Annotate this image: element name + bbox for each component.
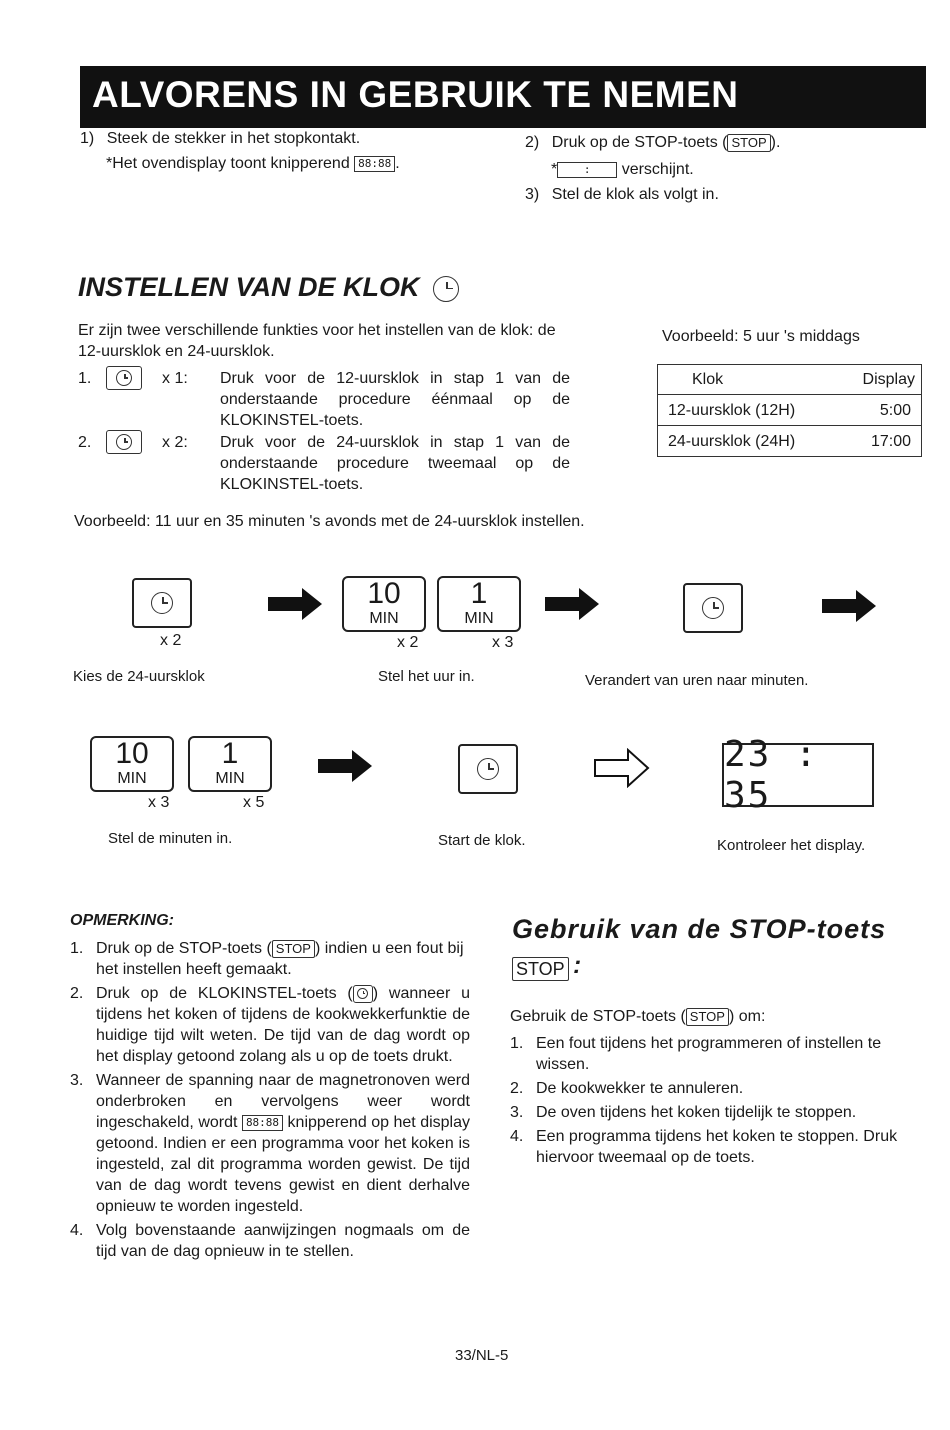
- stop-key: STOP: [686, 1008, 729, 1026]
- example-24h: Voorbeeld: 11 uur en 35 minuten 's avonds met de 24-uursklok instellen.: [74, 513, 585, 530]
- table-cell: 17:00: [870, 432, 911, 450]
- clock-key: [106, 366, 142, 390]
- key-label: MIN: [369, 610, 399, 627]
- step-caption: Kontroleer het display.: [717, 837, 866, 854]
- step-number: 3): [525, 186, 540, 203]
- item-text: Druk op de KLOKINSTEL-toets (: [96, 985, 353, 1002]
- ten-min-key: [342, 576, 426, 632]
- table-row: [658, 426, 922, 457]
- key-label: MIN: [215, 770, 245, 787]
- key-number: 1: [470, 577, 488, 610]
- time-display: [722, 734, 874, 816]
- item-text: Druk op de STOP-toets (: [96, 940, 272, 957]
- item-number: 1.: [510, 1035, 524, 1052]
- item-number: 2.: [510, 1080, 524, 1097]
- section-banner: [80, 66, 926, 128]
- item-number: 4.: [70, 1222, 84, 1239]
- list-item: [70, 1220, 470, 1262]
- ten-min-key: [90, 736, 174, 792]
- item-text: De kookwekker te annuleren.: [536, 1080, 744, 1097]
- step-text: Stel de klok als volgt in.: [551, 186, 719, 203]
- clock-section-title: [78, 272, 459, 303]
- clock-title-text: INSTELLEN VAN DE KLOK: [78, 272, 420, 302]
- item-number: 3.: [510, 1104, 524, 1121]
- intro-text: ) om:: [728, 1008, 766, 1025]
- step-text: Steek de stekker in het stopkontakt.: [106, 130, 361, 147]
- press-count: x 1:: [162, 370, 188, 387]
- clock-key: [353, 985, 373, 1003]
- clock-icon: [477, 758, 499, 780]
- item-text: knipperend op het display getoond. Indien er een programma voor het koken is ingesteld, zal dit programma worden gewist. De tijd van de dag wordt tevens gewist en dient derhalve opnieuw te worden ingesteld.: [96, 1114, 470, 1215]
- item-number: 2.: [78, 434, 92, 451]
- item-text: Volg bovenstaande aanwijzingen nogmaals om de tijd van de dag opnieuw in te stellen.: [96, 1222, 470, 1260]
- note-title: OPMERKING:: [70, 912, 174, 929]
- clock-item: [78, 366, 573, 430]
- clock-items: [78, 366, 573, 496]
- clock-icon: [357, 988, 368, 999]
- list-item: [510, 1126, 905, 1168]
- item-text: Druk voor de 12-uursklok in stap 1 van de onderstaande procedure éénmaal op de KLOKINSTEL-toets.: [220, 370, 570, 429]
- table-header-row: [658, 365, 922, 395]
- clock-icon: [433, 276, 459, 302]
- list-item: [510, 1033, 905, 1075]
- press-count: x 3: [148, 794, 170, 811]
- step-caption: Verandert van uren naar minuten.: [585, 672, 809, 689]
- example-label: Voorbeeld: 5 uur 's middags: [662, 328, 860, 345]
- press-count: x 2:: [162, 434, 188, 451]
- step-text: ).: [770, 134, 781, 151]
- clock-key: [458, 744, 518, 794]
- step-number: 2): [525, 134, 540, 151]
- stop-key: STOP: [272, 940, 315, 958]
- stop-key: STOP: [727, 134, 770, 152]
- table-cell: 5:00: [879, 401, 911, 419]
- arrow-right-icon: [822, 590, 876, 622]
- clock-key: [106, 430, 142, 454]
- stop-title-key-row: [512, 952, 581, 981]
- stop-section-title: Gebruik van de STOP-toets: [512, 914, 887, 944]
- one-min-key: [188, 736, 272, 792]
- note-list: [70, 938, 470, 1262]
- page-number: 33/NL-5: [455, 1347, 509, 1364]
- key-label: MIN: [117, 770, 147, 787]
- step-caption: Stel het uur in.: [378, 668, 475, 685]
- key-label: MIN: [464, 610, 494, 627]
- note-text: *: [551, 161, 558, 178]
- banner-title: ALVORENS IN GEBRUIK TE NEMEN: [92, 74, 739, 115]
- item-number: 3.: [70, 1072, 84, 1089]
- item-text: Wanneer de spanning naar de magnetronoven werd onderbroken en vervolgens weer wordt ingeschakeld, wordt: [96, 1072, 470, 1131]
- arrow-right-icon: [268, 588, 322, 620]
- list-item: [70, 983, 470, 1067]
- step-caption: Kies de 24-uursklok: [73, 668, 205, 685]
- arrow-right-icon: [545, 588, 599, 620]
- step-caption: Start de klok.: [438, 832, 526, 849]
- press-count: x 2: [397, 634, 419, 651]
- note-text: *Het ovendisplay toont knipperend: [106, 155, 350, 172]
- stop-intro: [510, 1006, 765, 1027]
- clock-table: [657, 364, 922, 457]
- clock-icon: [116, 370, 132, 386]
- step-caption: Stel de minuten in.: [108, 830, 233, 847]
- clock-icon: [116, 434, 132, 450]
- one-min-key: [437, 576, 521, 632]
- clock-key: [132, 578, 192, 628]
- blinking-display: 88:88: [354, 156, 395, 172]
- key-number: 10: [367, 577, 401, 610]
- arrow-outline-right-icon: [594, 748, 650, 788]
- list-item: [70, 1070, 470, 1217]
- title-colon: :: [573, 952, 582, 979]
- press-count: x 3: [492, 634, 514, 651]
- item-number: 4.: [510, 1128, 524, 1145]
- table-cell: 24-uursklok (24H): [668, 432, 796, 450]
- press-count: x 2: [160, 632, 182, 649]
- item-text: Een fout tijdens het programmeren of instellen te wissen.: [536, 1035, 882, 1073]
- clock-item: [78, 430, 573, 496]
- note-text: verschijnt.: [621, 161, 694, 178]
- table-header: Klok: [692, 371, 724, 388]
- intro-left: [80, 128, 500, 174]
- list-item: [510, 1102, 905, 1123]
- item-text: Druk voor de 24-uursklok in stap 1 van de onderstaande procedure tweemaal op de KLOKINSTEL-toets.: [220, 434, 570, 493]
- list-item: [70, 938, 470, 980]
- item-text: De oven tijdens het koken tijdelijk te stoppen.: [536, 1104, 857, 1121]
- display-readout: 23 : 35: [724, 734, 819, 816]
- clock-icon: [702, 597, 724, 619]
- clock-intro: Er zijn twee verschillende funkties voor het instellen van de klok: de 12-uursklok en 24-uursklok.: [78, 322, 556, 360]
- stop-list: [510, 1033, 905, 1168]
- note-text: .: [395, 155, 400, 172]
- item-number: 1.: [70, 940, 84, 957]
- key-number: 1: [221, 737, 239, 770]
- step-text: Druk op de STOP-toets (: [551, 134, 728, 151]
- item-number: 2.: [70, 985, 84, 1002]
- item-text: Een programma tijdens het koken te stoppen. Druk hiervoor tweemaal op de toets.: [536, 1128, 898, 1166]
- intro-text: Gebruik de STOP-toets (: [510, 1008, 686, 1025]
- clock-key: [683, 583, 743, 633]
- table-header: Display: [862, 371, 915, 388]
- arrow-right-icon: [318, 750, 372, 782]
- key-number: 10: [115, 737, 149, 770]
- item-number: 1.: [78, 370, 92, 387]
- press-count: x 5: [243, 794, 265, 811]
- blinking-display: 88:88: [242, 1115, 283, 1131]
- list-item: [510, 1078, 905, 1099]
- clock-icon: [151, 592, 173, 614]
- table-row: [658, 395, 922, 426]
- item-text: ) indien u een fout bij het instellen heeft gemaakt.: [96, 940, 464, 978]
- empty-display: :: [557, 162, 617, 178]
- item-text: ) wanneer u tijdens het koken of tijdens de kookwekkerfunktie de huidige tijd wilt weten. De tijd van de dag wordt op het display getoond zolang als u op de toets drukt.: [96, 985, 470, 1065]
- step-number: 1): [80, 130, 95, 147]
- table-cell: 12-uursklok (12H): [668, 401, 796, 419]
- intro-right: [525, 132, 925, 205]
- stop-key: STOP: [512, 957, 569, 981]
